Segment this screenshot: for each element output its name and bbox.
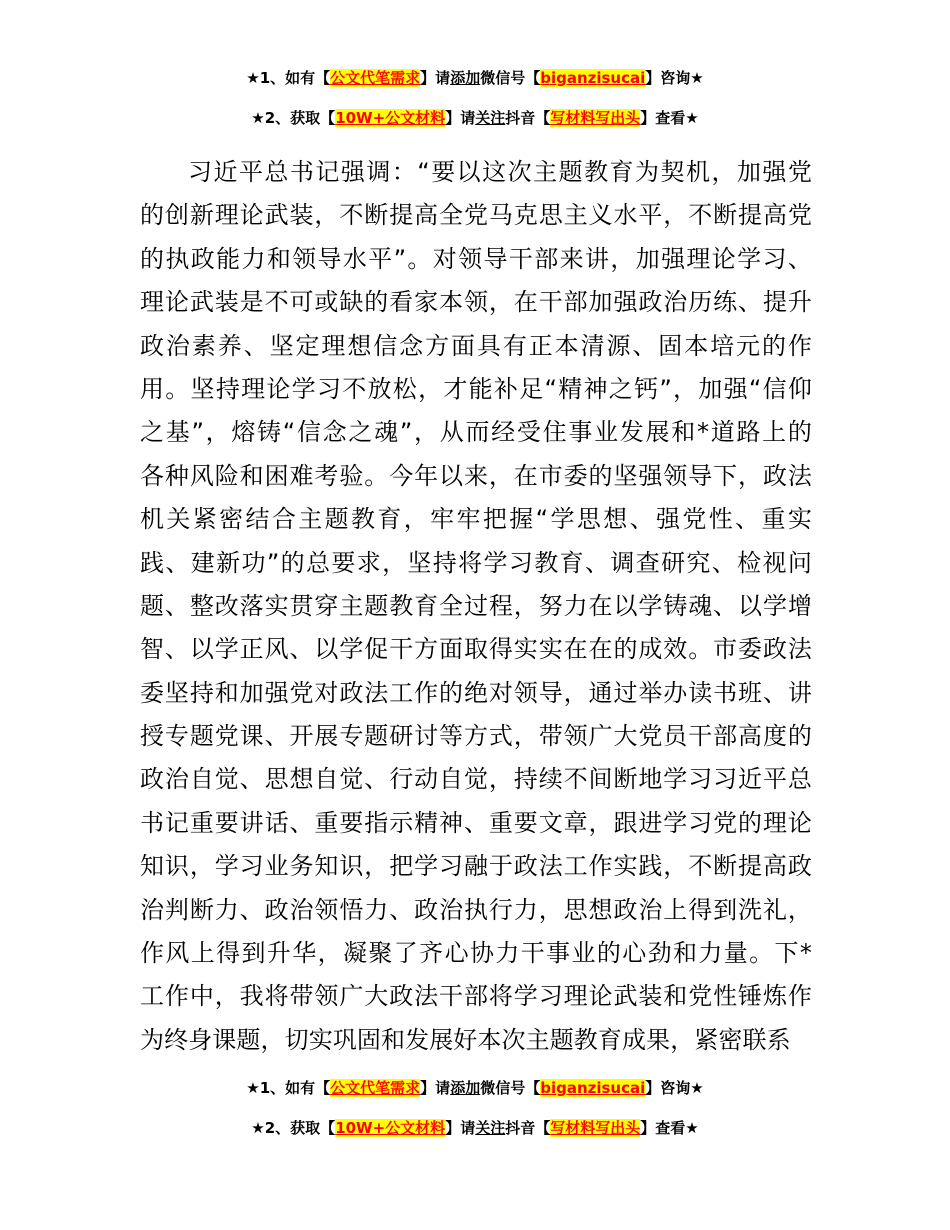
ad-highlight: 公文代笔需求 — [330, 1079, 421, 1097]
paragraph-line: 作风上得到升华，凝聚了齐心协力干事业的心劲和力量。下* — [140, 939, 812, 968]
ad-text: 】查看★ — [640, 109, 699, 127]
paragraph-line: 工作中，我将带领广大政法干部将学习理论武装和党性锤炼作 — [140, 982, 812, 1011]
paragraph-line: 委坚持和加强党对政法工作的绝对领导，通过举办读书班、讲 — [140, 678, 812, 707]
ad-highlight: biganzisucai — [540, 69, 646, 87]
ad-underlined-text: 添加 — [450, 1079, 481, 1097]
paragraph-line: 之基”，熔铸“信念之魂”，从而经受住事业发展和*道路上的 — [140, 418, 812, 447]
ad-text: 抖音【 — [505, 1119, 551, 1137]
ad-text: 】咨询★ — [645, 69, 704, 87]
ad-underlined-text: 添加 — [450, 69, 481, 87]
ad-text: 】请 — [445, 1119, 476, 1137]
ad-text: ★2、获取【 — [251, 1119, 336, 1137]
ad-banner-line-1 — [0, 1077, 950, 1098]
ad-text: 】查看★ — [640, 1119, 699, 1137]
paragraph-line: 政治自觉、思想自觉、行动自觉，持续不间断地学习习近平总 — [140, 765, 812, 794]
paragraph-line: 授专题党课、开展专题研讨等方式，带领广大党员干部高度的 — [140, 722, 812, 751]
ad-banner-line-2 — [0, 107, 950, 128]
paragraph-line: 的创新理论武装，不断提高全党马克思主义水平，不断提高党 — [140, 201, 812, 230]
ad-text: ★1、如有【 — [246, 1079, 331, 1097]
ad-highlight: 公文代笔需求 — [330, 69, 421, 87]
paragraph-line: 各种风险和困难考验。今年以来，在市委的坚强领导下，政法 — [140, 461, 812, 490]
ad-highlight: 写材料写出头 — [550, 1119, 641, 1137]
ad-highlight: 10W+公文材料 — [335, 109, 446, 127]
ad-highlight: biganzisucai — [540, 1079, 646, 1097]
paragraph-line: 政治素养、坚定理想信念方面具有正本清源、固本培元的作 — [140, 331, 812, 360]
ad-text: 】请 — [445, 109, 476, 127]
ad-text: 微信号【 — [480, 1079, 541, 1097]
ad-banner-line-1 — [0, 67, 950, 88]
ad-highlight: 写材料写出头 — [550, 109, 641, 127]
paragraph-line: 治判断力、政治领悟力、政治执行力，思想政治上得到洗礼， — [140, 895, 812, 924]
ad-highlight: 10W+公文材料 — [335, 1119, 446, 1137]
ad-underlined-text: 关注 — [475, 1119, 506, 1137]
ad-text: 抖音【 — [505, 109, 551, 127]
paragraph-line: 践、建新功”的总要求，坚持将学习教育、调查研究、检视问 — [140, 548, 812, 577]
paragraph-line: 智、以学正风、以学促干方面取得实实在在的成效。市委政法 — [140, 635, 812, 664]
ad-text: 】请 — [420, 1079, 451, 1097]
ad-text: ★2、获取【 — [251, 109, 336, 127]
body-paragraph — [140, 151, 812, 1062]
paragraph-line: 的执政能力和领导水平”。对领导干部来讲，加强理论学习、 — [140, 244, 812, 273]
paragraph-line: 书记重要讲话、重要指示精神、重要文章，跟进学习党的理论 — [140, 808, 812, 837]
ad-banner-line-2 — [0, 1117, 950, 1138]
ad-text: ★1、如有【 — [246, 69, 331, 87]
paragraph-line: 用。坚持理论学习不放松，才能补足“精神之钙”，加强“信仰 — [140, 374, 812, 403]
paragraph-line: 知识，学习业务知识，把学习融于政法工作实践，不断提高政 — [140, 852, 812, 881]
paragraph-line: 为终身课题，切实巩固和发展好本次主题教育成果，紧密联系 — [140, 1025, 791, 1054]
ad-text: 】请 — [420, 69, 451, 87]
paragraph-line: 习近平总书记强调：“要以这次主题教育为契机，加强党 — [188, 158, 812, 186]
paragraph-line: 题、整改落实贯穿主题教育全过程，努力在以学铸魂、以学增 — [140, 591, 812, 620]
ad-text: 】咨询★ — [645, 1079, 704, 1097]
ad-text: 微信号【 — [480, 69, 541, 87]
ad-underlined-text: 关注 — [475, 109, 506, 127]
paragraph-line: 理论武装是不可或缺的看家本领，在干部加强政治历练、提升 — [140, 288, 812, 317]
paragraph-line: 机关紧密结合主题教育，牢牢把握“学思想、强党性、重实 — [140, 505, 812, 534]
